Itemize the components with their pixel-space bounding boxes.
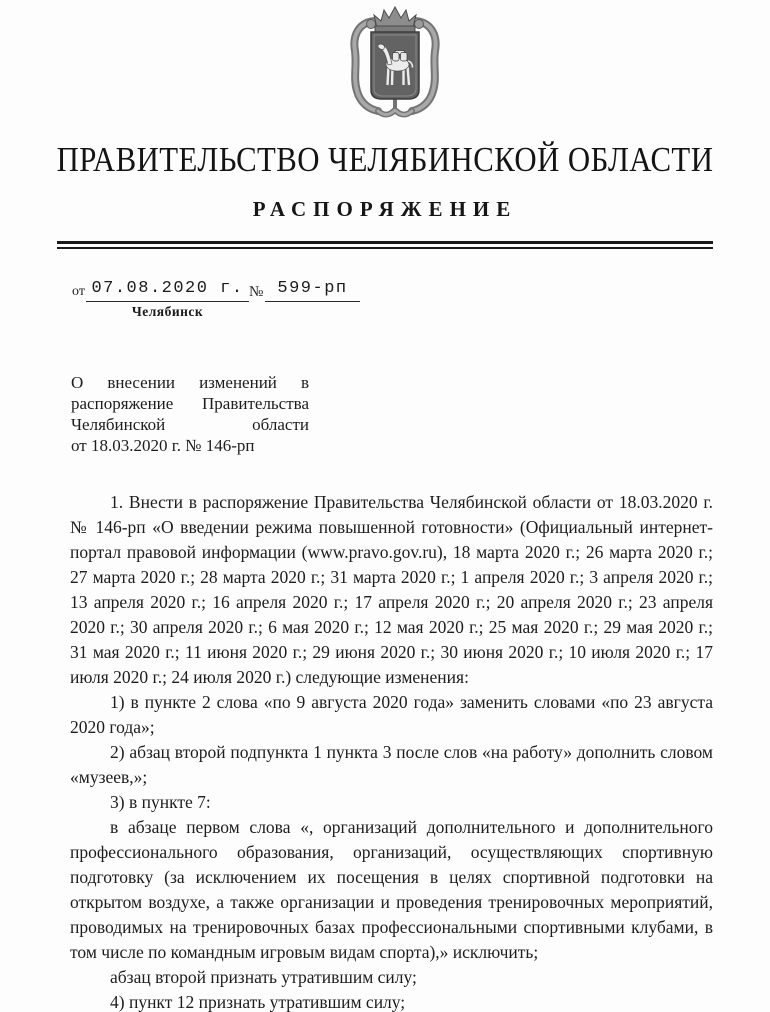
subject-line: О внесении изменений в [71,373,309,392]
body-text [70,490,713,1012]
subject-line: от 18.03.2020 г. № 146-рп [71,436,255,455]
city-label: Челябинск [131,304,204,319]
chelyabinsk-emblem-icon [348,6,442,118]
header-divider [57,241,713,249]
subject-line: распоряжение Правительства [71,394,309,413]
subject-block [71,372,309,456]
paragraph: 2) абзац второй подпункта 1 пункта 3 после слов «на работу» дополнить словом «музеев,»; [70,742,713,787]
coat-of-arms [348,6,442,118]
org-name: ПРАВИТЕЛЬСТВО ЧЕЛЯБИНСКОЙ ОБЛАСТИ [56,140,714,179]
paragraph: 1. Внести в распоряжение Правительства Челябинской области от 18.03.2020 г. № 146-рп «О введении режима повышенной готовности» (Официальный интернет-портал правовой информации (www.pravo.gov.ru), 18 марта 2020 г.; 26 марта 2020 г.; 27 марта 2020 г.; 28 марта 2020 г.; 31 марта 2020 г.; 1 апреля 2020 г.; 3 апреля 2020 г.; 13 апреля 2020 г.; 16 апреля 2020 г.; 17 апреля 2020 г.; 20 апреля 2020 г.; 23 апреля 2020 г.; 30 апреля 2020 г.; 6 мая 2020 г.; 12 мая 2020 г.; 25 мая 2020 г.; 29 мая 2020 г.; 31 мая 2020 г.; 11 июня 2020 г.; 29 июня 2020 г.; 30 июня 2020 г.; 10 июля 2020 г.; 17 июля 2020 г.; 24 июля 2020 г.) следующие изменения: [70,492,713,687]
paragraph: 3) в пункте 7: [110,792,211,812]
number-sign: № [249,284,264,300]
paragraph: абзац второй признать утратившим силу; [110,967,417,987]
paragraph: 4) пункт 12 признать утратившим силу; [110,992,406,1012]
paragraph: 1) в пункте 2 слова «по 9 августа 2020 года» заменить словами «по 23 августа 2020 года»; [70,692,713,737]
subject-line: Челябинской области [71,415,309,434]
date-value: 07.08.2020 г. [86,277,249,302]
paragraph: в абзаце первом слова «, организаций дополнительного и дополнительного профессионального образования, организаций, осуществляющих спортивную подготовку (за исключением их посещения в целях спортивной подготовки на открытом воздухе, а также организации и проведения тренировочных мероприятий, проводимых на тренировочных базах профессиональными спортивными клубами, в том числе по командным игровым видам спорта),» исключить; [70,817,713,962]
number-value: 599-рп [265,277,360,302]
date-prefix-label: от [72,284,85,299]
doc-type-title: РАСПОРЯЖЕНИЕ [252,197,518,221]
